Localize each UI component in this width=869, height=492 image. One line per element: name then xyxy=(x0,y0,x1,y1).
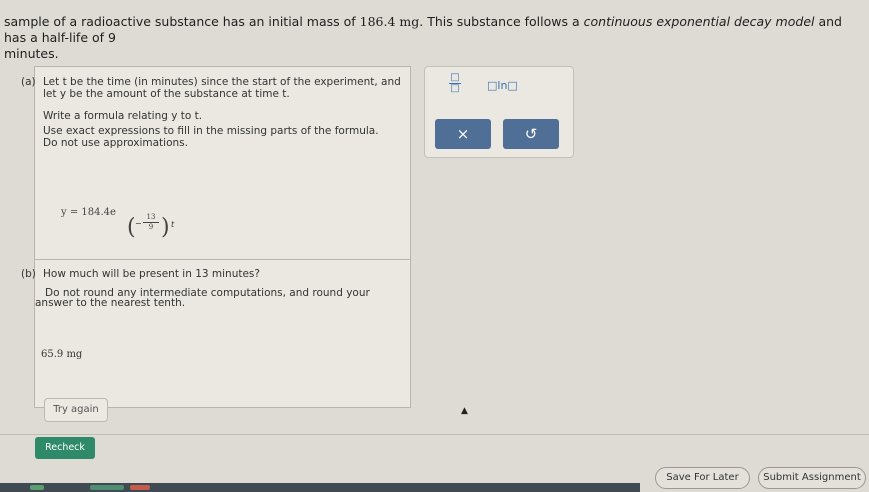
exp-numerator: 13 xyxy=(143,213,159,223)
part-a-section xyxy=(21,67,410,260)
fraction-tool-icon[interactable]: □ □ xyxy=(450,72,460,94)
part-a-label: (a) xyxy=(21,76,36,88)
footer-chip xyxy=(30,485,44,490)
math-toolbox xyxy=(424,66,574,158)
footer-chip xyxy=(90,485,124,490)
try-again-button[interactable]: Try again xyxy=(44,398,108,422)
part-a-line-1: Let t be the time (in minutes) since the start of the experiment, and xyxy=(43,76,401,88)
part-b-answer[interactable]: 65.9 mg xyxy=(41,349,83,360)
exp-variable: t xyxy=(171,220,175,229)
part-b-instr-1: Do not round any intermediate computations, and round your xyxy=(45,287,370,299)
problem-statement xyxy=(4,14,864,62)
problem-text-3: and has a half-life of 9 xyxy=(4,14,842,45)
exp-close-paren: ) xyxy=(161,215,170,240)
part-a-line-2: let y be the amount of the substance at time t. xyxy=(43,88,290,100)
model-type: continuous exponential decay model xyxy=(583,14,815,29)
initial-mass: 186.4 mg xyxy=(359,14,420,29)
problem-text-4: minutes. xyxy=(4,46,59,61)
exp-open-paren: ( xyxy=(127,215,136,240)
part-a-line-3: Write a formula relating y to t. xyxy=(43,110,203,122)
part-b-label: (b) xyxy=(21,268,36,280)
bottom-divider xyxy=(0,434,869,435)
part-a-line-5: Do not use approximations. xyxy=(43,137,188,149)
part-b-section xyxy=(21,260,410,408)
footer-chip xyxy=(130,485,150,490)
answer-panel xyxy=(21,66,411,408)
exponent-fraction[interactable] xyxy=(143,213,159,232)
undo-icon: ↺ xyxy=(524,125,538,143)
natural-log-tool[interactable]: □ln□ xyxy=(487,79,518,92)
recheck-button[interactable]: Recheck xyxy=(35,437,95,459)
undo-button[interactable] xyxy=(503,119,559,149)
submit-assignment-button[interactable]: Submit Assignment xyxy=(758,467,866,489)
clear-button[interactable] xyxy=(435,119,491,149)
save-for-later-button[interactable]: Save For Later xyxy=(655,467,750,489)
formula-base: y = 184.4e xyxy=(61,207,116,218)
part-a-line-4: Use exact expressions to fill in the missing parts of the formula. xyxy=(43,125,379,137)
problem-text-2: . This substance follows a xyxy=(419,14,584,29)
exp-sign: − xyxy=(135,219,142,228)
exp-denominator: 9 xyxy=(148,223,154,231)
problem-text-1: sample of a radioactive substance has an initial mass of xyxy=(4,14,360,29)
part-b-instr-2: answer to the nearest tenth. xyxy=(35,297,186,309)
part-b-question: How much will be present in 13 minutes? xyxy=(43,268,260,280)
close-icon: × xyxy=(456,125,470,143)
mouse-cursor-icon: ▲ xyxy=(461,406,468,416)
